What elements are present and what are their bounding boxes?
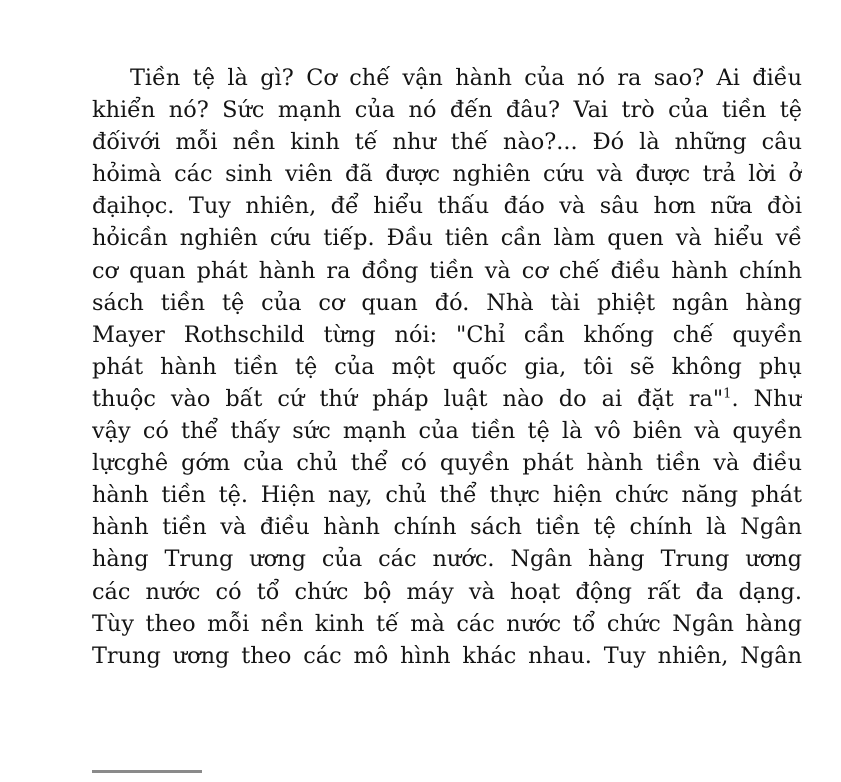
text-line-with-footnote	[92, 383, 802, 415]
text-line: Tiền tệ là gì? Cơ chế vận hành của nó ra sao? Ai điều	[130, 65, 802, 91]
text-line: Tùy theo mỗi nền kinh tế mà các nước tổ chức Ngân hàng	[92, 610, 802, 637]
quote-end-text: thuộc vào bất cứ thứ pháp luật nào do ai đặt ra"	[92, 385, 724, 412]
text-line: hỏicần nghiên cứu tiếp. Đầu tiên cần làm quen và hiểu về	[92, 225, 802, 252]
text-line: các nước có tổ chức bộ máy và hoạt động rất đa dạng.	[92, 578, 802, 605]
text-line: Trung ương theo các mô hình khác nhau. Tuy nhiên, Ngân	[92, 642, 802, 669]
text-line: cơ quan phát hành ra đồng tiền và cơ chế điều hành chính	[92, 257, 802, 284]
text-line: Mayer Rothschild từng nói: "Chỉ cần khống chế quyền	[92, 321, 802, 348]
text-line: khiển nó? Sức mạnh của nó đến đâu? Vai trò của tiền tệ	[92, 97, 802, 124]
text-line: hành tiền và điều hành chính sách tiền tệ chính là Ngân	[92, 514, 802, 541]
text-line: đốivới mỗi nền kinh tế như thế nào?... Đó là những câu	[92, 129, 802, 156]
text-line: sách tiền tệ của cơ quan đó. Nhà tài phiệt ngân hàng	[92, 289, 802, 316]
footnote-separator	[92, 770, 202, 773]
body-paragraph	[92, 62, 802, 672]
text-line: vậy có thể thấy sức mạnh của tiền tệ là vô biên và quyền	[92, 418, 802, 445]
line-tail-text: . Như	[731, 385, 802, 412]
text-line: hành tiền tệ. Hiện nay, chủ thể thực hiện chức năng phát	[92, 482, 802, 509]
text-line: hỏimà các sinh viên đã được nghiên cứu và được trả lời ở	[92, 161, 802, 188]
text-line: lựcghê gớm của chủ thể có quyền phát hành tiền và điều	[92, 450, 802, 477]
text-line: đạihọc. Tuy nhiên, để hiểu thấu đáo và sâu hơn nữa đòi	[92, 193, 802, 220]
text-line: hàng Trung ương của các nước. Ngân hàng Trung ương	[92, 546, 802, 573]
text-line: phát hành tiền tệ của một quốc gia, tôi sẽ không phụ	[92, 353, 802, 380]
footnote-marker[interactable]: 1	[723, 386, 732, 402]
